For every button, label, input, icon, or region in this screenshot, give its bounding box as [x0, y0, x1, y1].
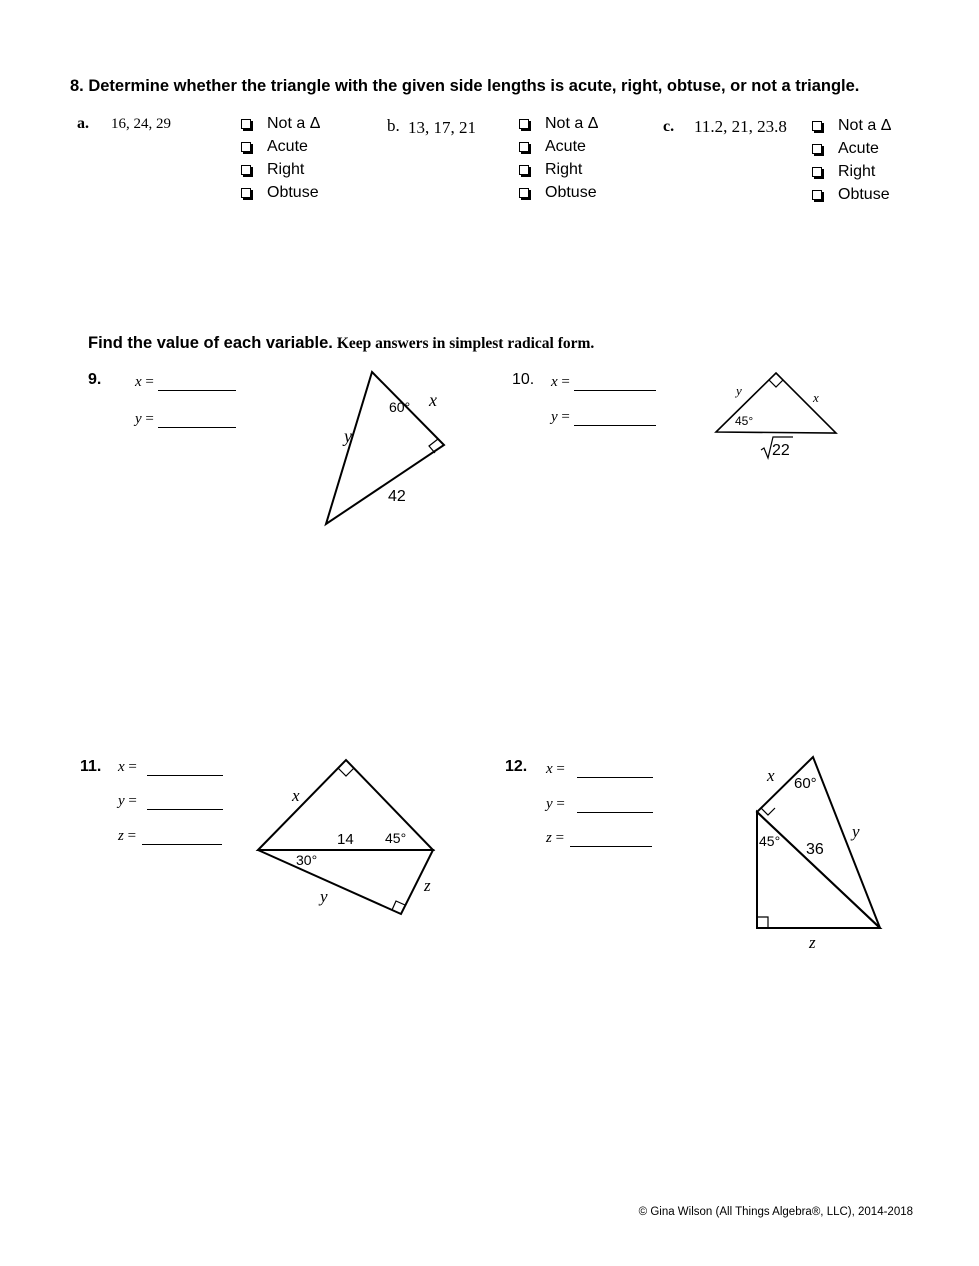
- option-obtuse[interactable]: [519, 181, 598, 204]
- checkbox[interactable]: [519, 188, 529, 198]
- checkbox[interactable]: [241, 119, 251, 129]
- var-label: y: [546, 796, 553, 812]
- hyp-radicand: 22: [772, 442, 790, 459]
- triangle: [326, 372, 444, 524]
- part-a-sides: 16, 24, 29: [111, 116, 171, 132]
- option-obtuse[interactable]: [241, 181, 320, 204]
- side-x-label: x: [429, 390, 437, 410]
- option-label: Acute: [838, 139, 879, 157]
- var-label: y: [551, 409, 558, 425]
- side-value-label: 36: [806, 841, 824, 858]
- copyright: © Gina Wilson (All Things Algebra®, LLC), 2014-2018: [638, 1206, 913, 1218]
- option-label: Right: [545, 160, 583, 178]
- side-x-label: x: [813, 390, 819, 405]
- option-label: Right: [267, 160, 305, 178]
- part-a-label: a.: [77, 115, 89, 132]
- checkbox[interactable]: [519, 165, 529, 175]
- var-label: x: [118, 759, 125, 775]
- lower-triangle: [757, 812, 880, 928]
- answer-line-x[interactable]: x =: [546, 761, 653, 778]
- angle-label: 45°: [735, 414, 754, 428]
- side-value-label: 14: [337, 831, 354, 848]
- option-not-triangle[interactable]: [812, 114, 891, 137]
- option-label: Obtuse: [545, 183, 597, 201]
- option-label: Not a Δ: [267, 114, 321, 132]
- option-not-triangle[interactable]: [241, 112, 320, 135]
- right-angle-mark: [757, 917, 768, 928]
- var-label: y: [118, 793, 125, 809]
- option-acute[interactable]: [241, 135, 320, 158]
- side-z-label: z: [424, 876, 431, 895]
- problem-9-figure: [300, 360, 470, 540]
- var-label: y: [135, 411, 142, 427]
- option-label: Not a Δ: [838, 116, 892, 134]
- answer-line-y[interactable]: y =: [135, 411, 236, 428]
- problem-10-number: 10.: [512, 371, 535, 388]
- option-acute[interactable]: [812, 137, 891, 160]
- option-label: Acute: [267, 137, 308, 155]
- option-right[interactable]: [241, 158, 320, 181]
- side-y-label: y: [320, 887, 328, 906]
- checkbox[interactable]: [812, 190, 822, 200]
- angle-60-label: 60°: [794, 775, 817, 792]
- part-a-options: [241, 112, 320, 204]
- answer-line-x[interactable]: x =: [135, 374, 236, 391]
- answer-line-y[interactable]: y =: [546, 796, 653, 813]
- problem-10-figure: [705, 360, 850, 465]
- instructions-lead: Find the value of each variable.: [88, 334, 333, 352]
- var-label: x: [546, 761, 553, 777]
- checkbox[interactable]: [812, 121, 822, 131]
- option-label: Right: [838, 162, 876, 180]
- lower-triangle: [258, 850, 433, 914]
- angle-45-label: 45°: [385, 830, 407, 846]
- option-right[interactable]: [519, 158, 598, 181]
- option-label: Acute: [545, 137, 586, 155]
- side-x-label: x: [767, 766, 775, 785]
- side-value-label: 42: [388, 488, 406, 505]
- var-label: z: [546, 830, 552, 846]
- right-angle-mark: [338, 768, 354, 776]
- right-angle-mark: [761, 808, 775, 815]
- answer-line-y[interactable]: y =: [551, 409, 656, 426]
- option-label: Obtuse: [267, 183, 319, 201]
- side-z-label: z: [809, 933, 816, 952]
- right-angle-mark: [769, 380, 783, 387]
- angle-30-label: 30°: [296, 852, 318, 868]
- part-b-sides: 13, 17, 21: [408, 118, 476, 137]
- problem-12-figure: [740, 745, 890, 960]
- part-c-options: [812, 114, 891, 206]
- checkbox[interactable]: [812, 144, 822, 154]
- problem-12-number: 12.: [505, 758, 528, 775]
- part-c-label: c.: [663, 118, 675, 135]
- var-label: z: [118, 828, 124, 844]
- question-8-title: 8. Determine whether the triangle with the given side lengths is acute, right, obtuse, or not a triangle.: [70, 77, 860, 95]
- answer-line-x[interactable]: x =: [118, 759, 223, 776]
- problem-9-number: 9.: [88, 371, 102, 388]
- side-y-label: y: [736, 383, 742, 398]
- problem-11-number: 11.: [80, 758, 102, 775]
- checkbox[interactable]: [241, 142, 251, 152]
- checkbox[interactable]: [519, 119, 529, 129]
- answer-line-y[interactable]: y =: [118, 793, 223, 810]
- checkbox[interactable]: [519, 142, 529, 152]
- var-label: x: [551, 374, 558, 390]
- option-not-triangle[interactable]: [519, 112, 598, 135]
- checkbox[interactable]: [241, 165, 251, 175]
- angle-45-label: 45°: [759, 833, 781, 849]
- side-y-label: y: [344, 426, 352, 446]
- checkbox[interactable]: [812, 167, 822, 177]
- side-y-label: y: [852, 822, 860, 841]
- problem-11-figure: [245, 745, 450, 925]
- answer-line-x[interactable]: x =: [551, 374, 656, 391]
- var-label: x: [135, 374, 142, 390]
- part-b-options: [519, 112, 598, 204]
- option-right[interactable]: [812, 160, 891, 183]
- instructions-note: Keep answers in simplest radical form.: [336, 335, 595, 352]
- part-c-sides: 11.2, 21, 23.8: [694, 117, 787, 136]
- option-obtuse[interactable]: [812, 183, 891, 206]
- answer-line-z[interactable]: z =: [546, 830, 652, 847]
- instructions: [88, 334, 594, 353]
- checkbox[interactable]: [241, 188, 251, 198]
- angle-label: 60°: [389, 399, 411, 415]
- option-acute[interactable]: [519, 135, 598, 158]
- answer-line-z[interactable]: z =: [118, 828, 222, 845]
- option-label: Obtuse: [838, 185, 890, 203]
- side-x-label: x: [292, 786, 300, 805]
- part-b-label: b.: [387, 116, 400, 135]
- option-label: Not a Δ: [545, 114, 599, 132]
